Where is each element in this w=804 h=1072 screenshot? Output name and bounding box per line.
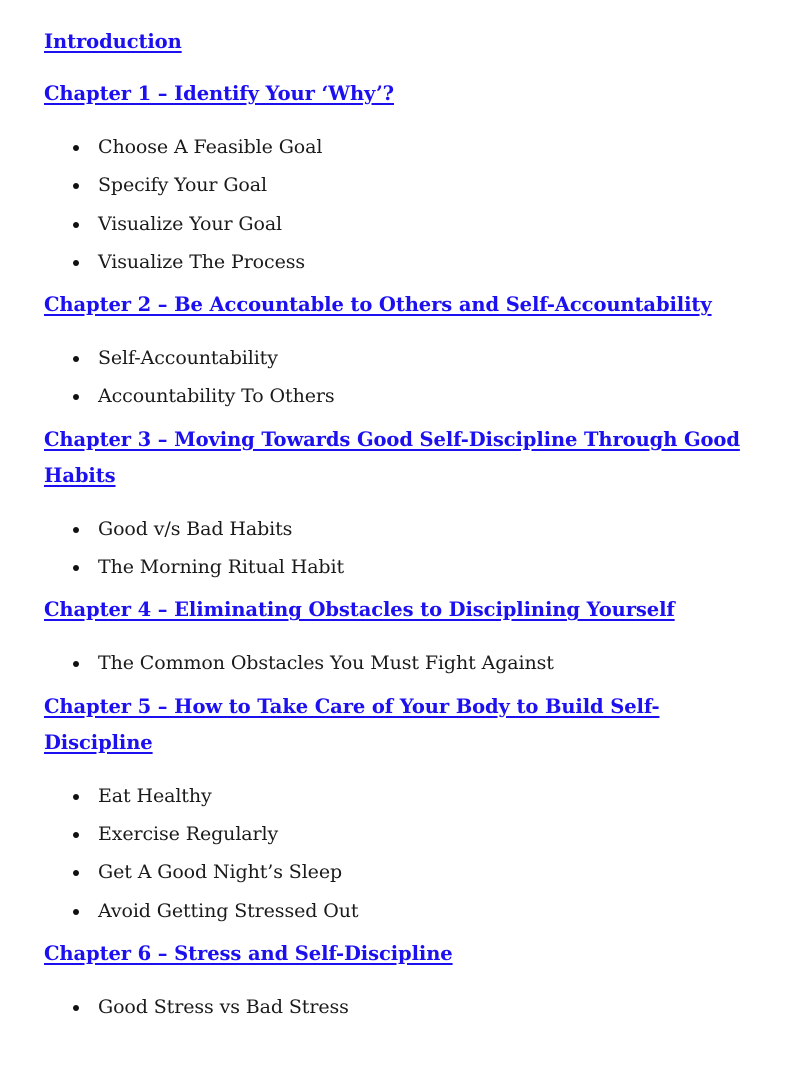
chapter-6-subtopics <box>44 988 764 1026</box>
spacer <box>44 628 764 644</box>
subtopic-label: Get A Good Night’s Sleep <box>98 861 343 884</box>
subtopic-item <box>70 128 764 166</box>
subtopic-label: The Morning Ritual Habit <box>98 556 344 579</box>
subtopic-label: Accountability To Others <box>98 385 335 408</box>
chapter-2-subtopics <box>44 339 764 416</box>
subtopic-label: Visualize Your Goal <box>98 212 283 235</box>
toc-link-chapter-3[interactable]: Chapter 3 – Moving Towards Good Self-Discipline Through Good Habits <box>44 427 740 487</box>
bullet-icon <box>73 909 79 915</box>
subtopic-label: Eat Healthy <box>98 784 212 807</box>
spacer <box>44 323 764 339</box>
bullet-icon <box>73 794 79 800</box>
chapter-1-subtopics <box>44 128 764 281</box>
subtopic-label: Avoid Getting Stressed Out <box>98 899 359 922</box>
bullet-icon <box>73 394 79 400</box>
chapter-5-subtopics <box>44 777 764 930</box>
chapter-3-subtopics <box>44 510 764 587</box>
toc-link-chapter-2[interactable]: Chapter 2 – Be Accountable to Others and Self-Accountability <box>44 293 712 317</box>
subtopic-item <box>70 644 764 682</box>
subtopic-item <box>70 243 764 281</box>
bullet-icon <box>73 661 79 667</box>
subtopic-item <box>70 339 764 377</box>
toc-link-chapter-5[interactable]: Chapter 5 – How to Take Care of Your Body to Build Self-Discipline <box>44 694 660 754</box>
bullet-icon <box>73 145 79 151</box>
subtopic-label: Choose A Feasible Goal <box>98 136 323 158</box>
subtopic-label: Good v/s Bad Habits <box>98 517 293 540</box>
chapter-4-subtopics <box>44 644 764 682</box>
subtopic-item <box>70 988 764 1026</box>
bullet-icon <box>73 870 79 876</box>
subtopic-item <box>70 377 764 415</box>
subtopic-item <box>70 777 764 815</box>
subtopic-label: Good Stress vs Bad Stress <box>98 995 349 1018</box>
toc-link-introduction[interactable]: Introduction <box>44 30 182 53</box>
subtopic-item <box>70 548 764 586</box>
bullet-icon <box>73 356 79 362</box>
bullet-icon <box>73 260 79 266</box>
toc-link-chapter-6[interactable]: Chapter 6 – Stress and Self-Discipline <box>44 941 453 965</box>
toc-link-chapter-1[interactable]: Chapter 1 – Identify Your ‘Why’? <box>44 82 394 105</box>
chapters-container <box>44 76 764 1032</box>
subtopic-item <box>70 892 764 930</box>
spacer <box>44 1026 764 1032</box>
bullet-icon <box>73 832 79 838</box>
spacer <box>44 112 764 128</box>
spacer <box>44 494 764 510</box>
bullet-icon <box>73 183 79 189</box>
subtopic-item <box>70 205 764 243</box>
subtopic-label: Exercise Regularly <box>98 822 279 845</box>
spacer <box>44 972 764 988</box>
subtopic-item <box>70 853 764 891</box>
subtopic-label: Self-Accountability <box>98 347 278 370</box>
subtopic-label: The Common Obstacles You Must Fight Against <box>98 652 554 675</box>
bullet-icon <box>73 527 79 533</box>
subtopic-label: Specify Your Goal <box>98 174 267 197</box>
subtopic-item <box>70 166 764 204</box>
subtopic-label: Visualize The Process <box>98 250 306 273</box>
bullet-icon <box>73 222 79 228</box>
bullet-icon <box>73 565 79 571</box>
subtopic-item <box>70 815 764 853</box>
toc-link-chapter-4[interactable]: Chapter 4 – Eliminating Obstacles to Disciplining Yourself <box>44 598 675 622</box>
bullet-icon <box>73 1005 79 1011</box>
subtopic-item <box>70 510 764 548</box>
spacer <box>44 761 764 777</box>
